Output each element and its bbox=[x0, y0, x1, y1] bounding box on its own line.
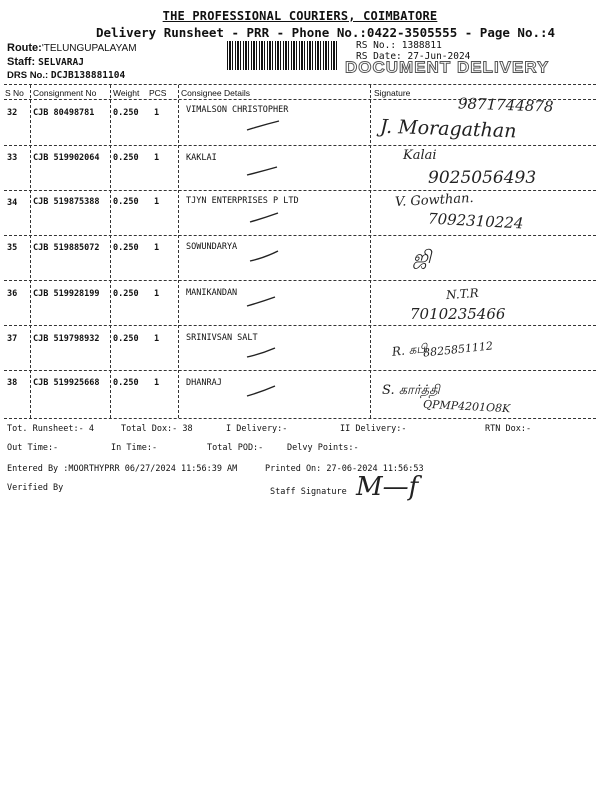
tot-runsheet: Tot. Runsheet:- 4 bbox=[7, 424, 94, 434]
row-pcs: 1 bbox=[154, 108, 160, 118]
row-consignment: CJB 519902064 bbox=[33, 153, 100, 163]
verified-by: Verified By bbox=[7, 483, 64, 493]
check-mark-icon bbox=[245, 345, 285, 359]
col-header-consignee: Consignee Details bbox=[181, 88, 250, 98]
table-bottom-border bbox=[4, 418, 596, 419]
row-consignment: CJB 519885072 bbox=[33, 243, 100, 253]
handwritten-signature: N.T.R bbox=[445, 285, 480, 303]
col-header-pcs: PCS bbox=[149, 88, 167, 98]
row-consignment: CJB 519798932 bbox=[33, 334, 100, 344]
row-sno: 33 bbox=[7, 153, 18, 163]
handwritten-signature: S. கார்த்தி bbox=[382, 383, 440, 398]
handwritten-code: QPMP4201O8K bbox=[422, 397, 511, 416]
rs-no: RS No.: 1388811 bbox=[356, 40, 442, 51]
row-sno: 36 bbox=[7, 289, 18, 299]
row-sno: 37 bbox=[7, 334, 18, 344]
out-time: Out Time:- bbox=[7, 443, 59, 453]
route-row bbox=[7, 42, 137, 54]
staff-value: SELVARAJ bbox=[38, 57, 84, 68]
staff-handwritten-signature: M—f bbox=[356, 472, 419, 502]
handwritten-signature: R. கபி bbox=[391, 341, 428, 359]
row-consignment: CJB 519925668 bbox=[33, 378, 100, 388]
row-sno: 34 bbox=[7, 198, 18, 208]
row-pcs: 1 bbox=[154, 378, 160, 388]
company-name: THE PROFESSIONAL COURIERS, COIMBATORE bbox=[162, 9, 438, 23]
row-consignee: DHANRAJ bbox=[186, 378, 222, 388]
drs-label: DRS No.: bbox=[7, 70, 49, 81]
row-consignee: SOWUNDARYA bbox=[186, 242, 238, 252]
rtn-dox: RTN Dox:- bbox=[485, 424, 532, 434]
check-mark-icon bbox=[245, 163, 285, 177]
row-pcs: 1 bbox=[154, 153, 160, 163]
row-weight: 0.250 bbox=[113, 197, 139, 207]
row-pcs: 1 bbox=[154, 289, 160, 299]
handwritten-signature: Kalai bbox=[403, 148, 437, 163]
row-consignment: CJB 519875388 bbox=[33, 197, 100, 207]
check-mark-icon bbox=[248, 210, 288, 224]
row-consignee: SRINIVSAN SALT bbox=[186, 333, 258, 343]
drs-value: DCJB138881104 bbox=[50, 70, 126, 81]
row-consignee: TJYN ENTERPRISES P LTD bbox=[186, 196, 299, 206]
col-divider bbox=[110, 85, 111, 418]
ii-delivery: II Delivery:- bbox=[340, 424, 407, 434]
row-weight: 0.250 bbox=[113, 378, 139, 388]
row-consignee: KAKLAI bbox=[186, 153, 217, 163]
row-pcs: 1 bbox=[154, 243, 160, 253]
row-weight: 0.250 bbox=[113, 108, 139, 118]
row-weight: 0.250 bbox=[113, 243, 139, 253]
row-pcs: 1 bbox=[154, 334, 160, 344]
delvy-points: Delvy Points:- bbox=[287, 443, 359, 453]
check-mark-icon bbox=[248, 249, 288, 263]
row-consignment: CJB 80498781 bbox=[33, 108, 95, 118]
handwritten-phone: 9871744878 bbox=[457, 94, 554, 116]
row-sno: 32 bbox=[7, 108, 18, 118]
handwritten-phone: 9025056493 bbox=[428, 168, 537, 188]
handwritten-signature: J. Moragathan bbox=[379, 115, 517, 143]
rs-date: RS Date: 27-Jun-2024 bbox=[356, 51, 471, 62]
row-weight: 0.250 bbox=[113, 289, 139, 299]
row-divider bbox=[4, 370, 596, 371]
row-divider bbox=[4, 325, 596, 326]
runsheet-title: Delivery Runsheet - PRR - Phone No.:0422-3505555 - Page No.:4 bbox=[96, 25, 556, 40]
staff-signature-label: Staff Signature bbox=[270, 487, 347, 497]
printed-on: Printed On: 27-06-2024 11:56:53 bbox=[265, 464, 424, 474]
row-divider bbox=[4, 145, 596, 146]
col-divider bbox=[30, 85, 31, 418]
table-top-border bbox=[4, 84, 596, 85]
handwritten-phone: 7092310224 bbox=[427, 209, 524, 233]
handwritten-phone: 7010235466 bbox=[410, 305, 506, 323]
check-mark-icon bbox=[245, 294, 285, 308]
entered-by: Entered By :MOORTHYPRR 06/27/2024 11:56:39 AM bbox=[7, 464, 238, 474]
i-delivery: I Delivery:- bbox=[226, 424, 288, 434]
row-divider bbox=[4, 280, 596, 281]
check-mark-icon bbox=[245, 384, 285, 398]
col-header-sno: S No bbox=[5, 88, 24, 98]
row-divider bbox=[4, 190, 596, 191]
document-delivery-stamp: DOCUMENT DELIVERY bbox=[345, 59, 550, 77]
handwritten-signature: ஜி bbox=[413, 247, 432, 268]
row-pcs: 1 bbox=[154, 197, 160, 207]
row-sno: 38 bbox=[7, 378, 18, 388]
col-header-weight: Weight bbox=[113, 88, 140, 98]
col-header-signature: Signature bbox=[374, 88, 411, 98]
row-sno: 35 bbox=[7, 243, 18, 253]
row-consignee: VIMALSON CHRISTOPHER bbox=[186, 105, 289, 115]
total-dox: Total Dox:- 38 bbox=[121, 424, 193, 434]
route-value: 'TELUNGUPALAYAM bbox=[41, 43, 137, 54]
check-mark-icon bbox=[245, 118, 285, 132]
col-header-consignment: Consignment No bbox=[33, 88, 97, 98]
drs-row bbox=[7, 70, 125, 81]
staff-row bbox=[7, 56, 84, 68]
route-label: Route: bbox=[7, 42, 42, 54]
staff-label: Staff: bbox=[7, 56, 36, 68]
row-consignment: CJB 519928199 bbox=[33, 289, 100, 299]
handwritten-signature: V. Gowthan. bbox=[394, 190, 474, 211]
row-weight: 0.250 bbox=[113, 153, 139, 163]
row-divider bbox=[4, 235, 596, 236]
row-weight: 0.250 bbox=[113, 334, 139, 344]
col-divider bbox=[178, 85, 179, 418]
total-pod: Total POD:- bbox=[207, 443, 264, 453]
handwritten-phone: 8825851112 bbox=[422, 339, 494, 360]
in-time: In Time:- bbox=[111, 443, 158, 453]
barcode-image bbox=[227, 41, 339, 70]
col-divider bbox=[370, 85, 371, 418]
row-consignee: MANIKANDAN bbox=[186, 288, 238, 298]
